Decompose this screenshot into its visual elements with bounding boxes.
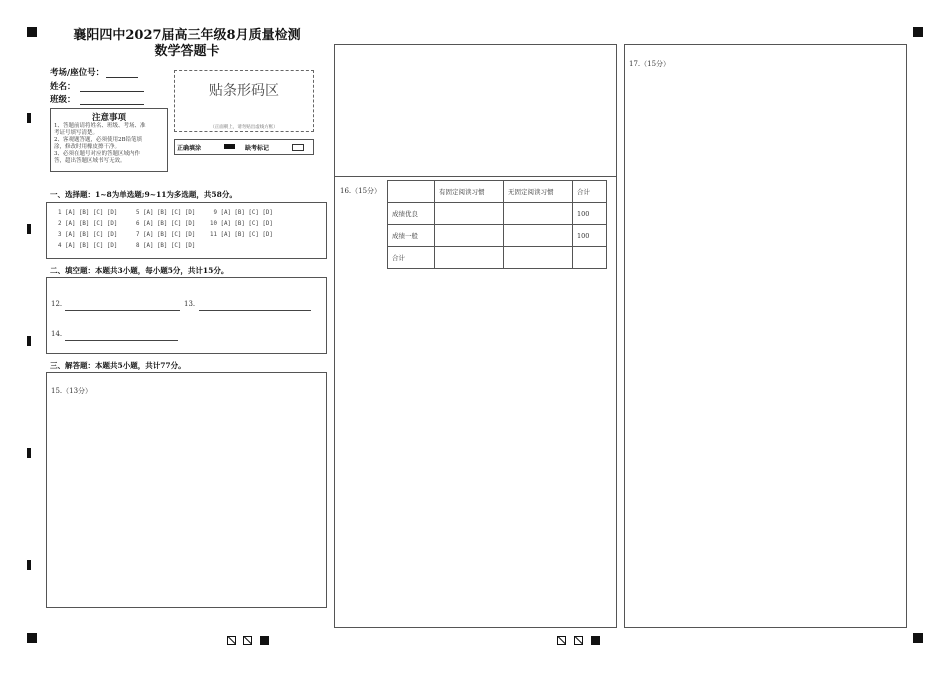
choice-row[interactable]: 5 [A] [B] [C] [D]	[136, 210, 196, 216]
table-row	[388, 203, 607, 225]
page-mark-solid	[591, 636, 600, 645]
page-mark-solid	[260, 636, 269, 645]
absent-mark-label: 缺考标记	[245, 145, 270, 152]
table-cell[interactable]	[504, 247, 573, 269]
correct-fill-label: 正确填涂	[177, 145, 202, 152]
q15-label: 15.（13分）	[51, 387, 93, 395]
choice-section-heading: 一、选择题：1~8为单选题;9~11为多选题，共58分。	[50, 190, 237, 199]
choice-row[interactable]: 11 [A] [B] [C] [D]	[210, 232, 273, 238]
notice-line: 3、必须在题号对应的答题区域内作	[54, 151, 141, 157]
exam-title: 襄阳四中2027届高三年级8月质量检测	[73, 28, 301, 43]
correct-fill-sample	[224, 144, 235, 149]
q12-label: 12.	[51, 300, 63, 308]
table-cell[interactable]	[504, 225, 573, 247]
notice-line: 2、客观题答题，必须使用2B铅笔填	[54, 137, 143, 143]
table-row	[388, 225, 607, 247]
middle-answer-column	[334, 44, 617, 628]
q17-label: 17.（15分）	[629, 60, 671, 68]
q14-label: 14.	[51, 330, 63, 338]
name-label: 姓名：	[50, 82, 76, 92]
timing-mark	[27, 560, 31, 570]
notice-line: 1、答题前请将姓名、班级、考场、准	[54, 123, 146, 129]
q14-continuation-divider	[335, 176, 616, 177]
choice-answer-box	[46, 202, 327, 259]
table-cell: 100	[573, 203, 607, 225]
q16-contingency-table	[387, 180, 607, 269]
table-cell: 100	[573, 225, 607, 247]
timing-mark	[27, 448, 31, 458]
table-cell[interactable]	[573, 247, 607, 269]
table-cell: 成绩优良	[388, 203, 435, 225]
name-field[interactable]	[50, 80, 144, 92]
table-cell[interactable]	[435, 203, 504, 225]
choice-row[interactable]: 9 [A] [B] [C] [D]	[210, 210, 273, 216]
page-mark-slash	[574, 636, 583, 645]
choice-row[interactable]: 4 [A] [B] [C] [D]	[58, 243, 118, 249]
q16-label: 16.（15分）	[340, 187, 382, 195]
q12-answer-line[interactable]	[65, 310, 180, 311]
class-line[interactable]	[80, 95, 144, 105]
choice-row[interactable]: 3 [A] [B] [C] [D]	[58, 232, 118, 238]
timing-mark	[27, 113, 31, 123]
corner-mark-top-right	[913, 27, 923, 37]
choice-row[interactable]: 10 [A] [B] [C] [D]	[210, 221, 273, 227]
q17-answer-box[interactable]	[624, 44, 907, 628]
barcode-title: 贴条形码区	[209, 83, 279, 99]
corner-mark-bottom-left	[27, 633, 37, 643]
table-cell: 有固定阅读习惯	[435, 181, 504, 203]
fill-answer-box	[46, 277, 327, 354]
choice-row[interactable]: 8 [A] [B] [C] [D]	[136, 243, 196, 249]
timing-mark	[27, 336, 31, 346]
q14-answer-line[interactable]	[65, 340, 178, 341]
timing-mark	[27, 224, 31, 234]
choice-row[interactable]: 1 [A] [B] [C] [D]	[58, 210, 118, 216]
fill-legend	[174, 139, 314, 155]
exam-seat-field[interactable]	[50, 66, 138, 78]
choice-row[interactable]: 6 [A] [B] [C] [D]	[136, 221, 196, 227]
corner-mark-bottom-right	[913, 633, 923, 643]
q15-answer-box[interactable]	[46, 372, 327, 608]
choice-row[interactable]: 2 [A] [B] [C] [D]	[58, 221, 118, 227]
table-cell: 无固定阅读习惯	[504, 181, 573, 203]
notice-box	[50, 108, 168, 172]
class-field[interactable]	[50, 93, 144, 105]
exam-seat-line[interactable]	[106, 68, 138, 78]
table-cell: 合计	[388, 247, 435, 269]
page-mark-slash	[243, 636, 252, 645]
notice-line: 涂，修改时用橡皮擦干净。	[54, 144, 121, 150]
table-cell	[388, 181, 435, 203]
page-mark-slash	[557, 636, 566, 645]
notice-line: 答，超出答题区域书写无效。	[54, 158, 126, 164]
q13-answer-line[interactable]	[199, 310, 311, 311]
choice-row[interactable]: 7 [A] [B] [C] [D]	[136, 232, 196, 238]
notice-line: 考证号填写清楚。	[54, 130, 99, 136]
solve-section-heading: 三、解答题：本题共5小题，共计77分。	[50, 361, 186, 370]
table-cell[interactable]	[435, 247, 504, 269]
table-row	[388, 247, 607, 269]
table-cell: 成绩一般	[388, 225, 435, 247]
table-cell[interactable]	[435, 225, 504, 247]
table-header-row	[388, 181, 607, 203]
class-label: 班级：	[50, 95, 76, 105]
sheet-title: 数学答题卡	[154, 44, 220, 59]
barcode-note: （正面朝上，请勿贴出虚线方框）	[210, 125, 278, 130]
q13-label: 13.	[184, 300, 196, 308]
notice-title: 注意事项	[91, 113, 126, 123]
table-cell: 合计	[573, 181, 607, 203]
fill-section-heading: 二、填空题：本题共3小题，每小题5分，共计15分。	[50, 266, 229, 275]
table-cell[interactable]	[504, 203, 573, 225]
barcode-area	[174, 70, 314, 132]
absent-mark-box[interactable]	[292, 144, 304, 151]
corner-mark-top-left	[27, 27, 37, 37]
page-mark-slash	[227, 636, 236, 645]
name-line[interactable]	[80, 82, 144, 92]
exam-seat-label: 考场/座位号：	[50, 68, 105, 78]
